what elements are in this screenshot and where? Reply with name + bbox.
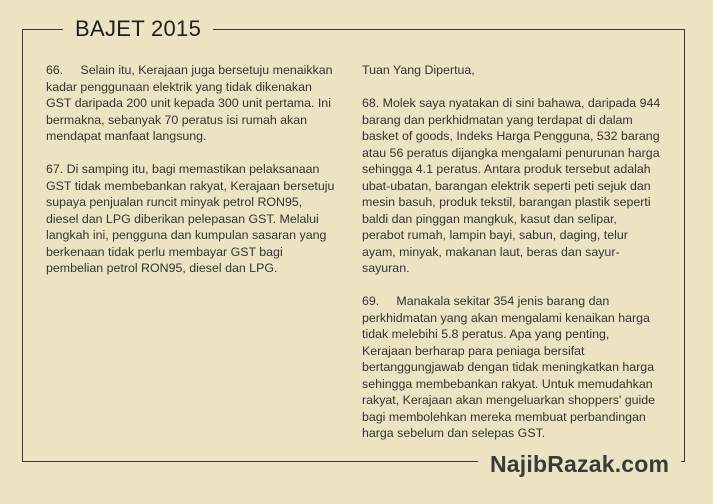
right-column bbox=[362, 62, 662, 458]
left-column bbox=[46, 62, 338, 293]
paragraph-66: 66. Selain itu, Kerajaan juga bersetuju menaikkan kadar penggunaan elektrik yang tidak dikenakan GST daripada 200 unit kepada 300 unit pertama. Ini bermakna, sebanyak 70 peratus isi rumah akan mendapat manfaat langsung. bbox=[46, 63, 336, 143]
paragraph-69: 69. Manakala sekitar 354 jenis barang dan perkhidmatan yang akan mengalami kenaikan harga tidak melebihi 5.8 peratus. Apa yang penting, Kerajaan berharap para peniaga bersifat bertanggungjawab dengan tidak meningkatkan harga sehingga membebankan rakyat. Untuk memudahkan rakyat, Kerajaan akan mengeluarkan shoppers' guide bagi membolehkan mereka membuat perbandingan harga sebelum dan selepas GST. bbox=[362, 294, 659, 440]
paragraph-68: 68. Molek saya nyatakan di sini bahawa, daripada 944 barang dan perkhidmatan yang terdapat di dalam basket of goods, Indeks Harga Pengguna, 532 barang atau 56 peratus dijangka mengalami penurunan harga sehingga 4.1 peratus. Antara produk tersebut adalah ubat-ubatan, barangan elektrik seperti peti sejuk dan mesin basuh, produk tekstil, barangan plastik seperti baldi dan pinggan mangkuk, kasut dan selipar, perabot rumah, lampin bayi, sabun, daging, telur ayam, minyak, makanan laut, beras dan sayur-sayuran. bbox=[362, 96, 664, 275]
site-brand: NajibRazak.com bbox=[478, 449, 681, 479]
salutation: Tuan Yang Dipertua, bbox=[362, 63, 475, 77]
page-title: BAJET 2015 bbox=[63, 14, 213, 44]
paragraph-67: 67. Di samping itu, bagi memastikan pelaksanaan GST tidak membebankan rakyat, Kerajaan bersetuju supaya penjualan runcit minyak petrol RON95, diesel dan LPG diberikan pelepasan GST. Melalui langkah ini, pengguna dan kumpulan sasaran yang berkenaan tidak perlu membayar GST bagi pembelian petrol RON95, diesel dan LPG. bbox=[46, 162, 338, 275]
